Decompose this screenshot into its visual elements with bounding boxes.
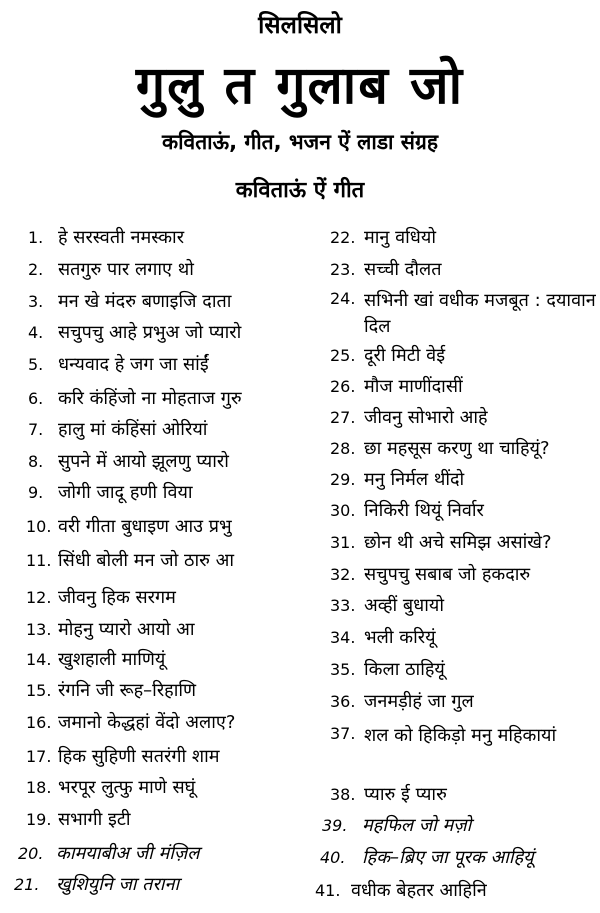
toc-item: 17. हिक सुहिणी सतरंगी शाम [26,746,220,767]
toc-item: 38. प्यारु ई प्यारु [330,784,447,805]
toc-item: 20. कामयाबीअ जी मंज़िल [18,843,200,864]
toc-item: 26. मौज माणींदासीं [330,376,463,397]
toc-item: 11. सिंधी बोली मन जो ठारु आ [26,550,235,571]
toc-item: 14. खुशहाली माणियूं [26,649,166,670]
toc-item: 9. जोगी जादू हणी विया [28,482,193,503]
toc-item: 6. करि कंहिंजो ना मोहताज गुरु [28,388,242,409]
toc-item: 34. भली करियूं [330,627,436,648]
toc-item: 37. शल को हिकिड़ो मनु महिकायां [330,724,557,746]
toc-item: 33. अव्हीं बुधायो [330,595,445,616]
toc-item: 2. सतगुरु पार लगाए थो [28,259,194,280]
toc-item: 19. सभागी इटी [26,809,131,830]
toc-item: 41. वधीक बेहतर आहिनि [315,880,487,901]
toc-item: 31. छोन थी अचे समिझ असांखे? [330,532,552,553]
toc-item: 21. खुशियुनि जा तराना [14,874,180,895]
toc-item: 27. जीवनु सोभारो आहे [330,407,488,428]
toc-item: 32. सचुपचु सबाब जो हकदारु [330,564,531,585]
toc-item: 23. सच्ची दौलत [330,259,442,280]
toc-item: 39. महफिल जो मज़ो [322,815,472,836]
toc-item: 5. धन्यवाद हे जग जा सांईं [28,354,209,375]
book-subtitle: कविताऊं, गीत, भजन ऐं लाडा संग्रह [161,130,439,154]
toc-item: 18. भरपूर लुत्फु माणे सघूं [26,777,196,798]
toc-item: 4. सचुपचु आहे प्रभुअ जो प्यारो [28,322,242,343]
toc-item: 30. निकिरी थियूं निर्वार [330,500,484,521]
toc-item: 22. मानु वधियो [330,227,436,248]
toc-item: 13. मोहनु प्यारो आयो आ [26,619,195,640]
toc-item: 15. रंगनि जी रूह–रिहाणि [26,680,197,701]
book-title: गुलु त गुलाब जो [135,56,465,116]
toc-item: 36. जनमड़ीहं जा गुल [330,691,474,712]
toc-item: 28. छा महसूस करणु था चाहियूं? [330,438,550,459]
toc-item: 29. मनु निर्मल थींदो [330,469,465,490]
toc-item: 25. दूरी मिटी वेई [330,345,446,366]
toc-item: 3. मन खे मंदरु बणाइजि दाता [28,291,232,312]
toc-item: 16. जमानो केद्धहां वेंदो अलाए? [26,712,236,733]
section-heading: कविताऊं ऐं गीत [235,178,365,203]
toc-item: 7. हालु मां कंहिंसां ओरियां [28,419,208,440]
toc-item: 12. जीवनु हिक सरगम [26,587,176,608]
toc-item: 10. वरी गीता बुधाइण आउ प्रभु [26,516,232,537]
toc-item: 1. हे सरस्वती नमस्कार [28,227,185,248]
toc-item: 40. हिक–ब्रिए जा पूरक आहियूं [320,847,534,868]
toc-item: 35. किला ठाहियूं [330,659,445,680]
toc-item: 8. सुपने में आयो झूलणु प्यारो [28,451,229,472]
series-label: सिलसिलो [258,11,342,39]
toc-item: 24. सभिनी खां वधीक मजबूत : दयावान दिल [330,289,596,337]
